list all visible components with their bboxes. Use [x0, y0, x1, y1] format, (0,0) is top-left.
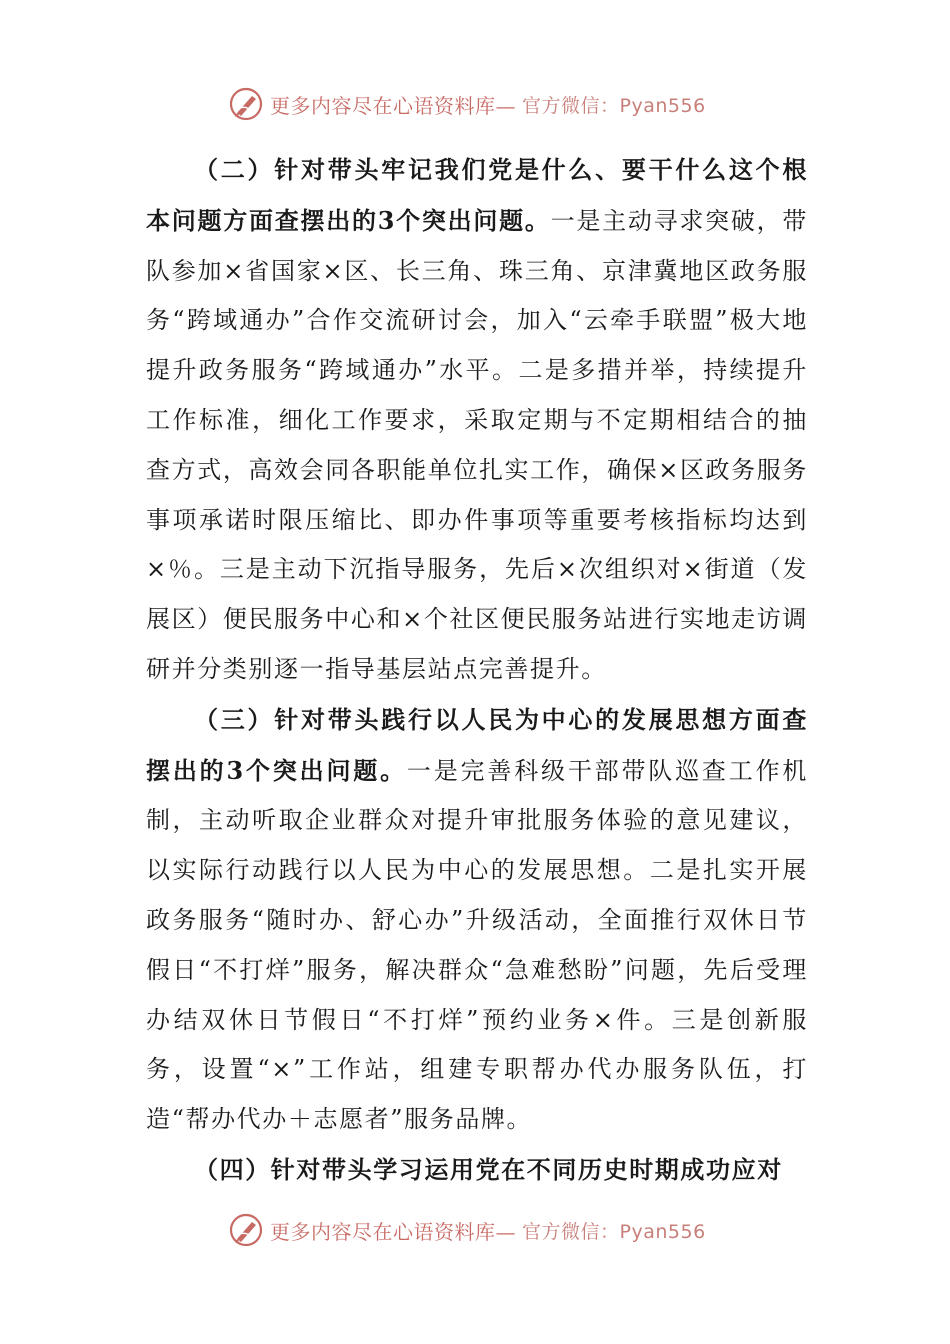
pen-logo-icon: [228, 1212, 264, 1248]
document-body: [146, 145, 808, 1196]
watermark-wechat-text: 官方微信：Pyan556: [522, 1220, 706, 1243]
watermark-main-text: 更多内容尽在心语资料库—: [270, 93, 516, 118]
watermark-footer: [228, 1208, 748, 1252]
section-body: 一是主动寻求突破，带队参加×省国家×区、长三角、珠三角、京津冀地区政务服务“跨域通办”合作交流研讨会，加入“云牵手联盟”极大地提升政务服务“跨域通办”水平。二是多措并举，持续提升工作标准，细化工作要求，采取定期与不定期相结合的抽查方式，高效会同各职能单位扎实工作，确保×区政务服务事项承诺时限压缩比、即办件事项等重要考核指标均达到×％。三是主动下沉指导服务，先后×次组织对×街道（发展区）便民服务中心和×个社区便民服务站进行实地走访调研并分类别逐一指导基层站点完善提升。: [146, 206, 808, 683]
section-body: 一是完善科级干部带队巡查工作机制，主动听取企业群众对提升审批服务体验的意见建议，以实际行动践行以人民为中心的发展思想。二是扎实开展政务服务“随时办、舒心办”升级活动，全面推行双休日节假日“不打烊”服务，解决群众“急难愁盼”问题，先后受理办结双休日节假日“不打烊”预约业务×件。三是创新服务，设置“×”工作站，组建专职帮办代办服务队伍，打造“帮办代办＋志愿者”服务品牌。: [146, 756, 808, 1134]
paragraph-section-3: [146, 695, 808, 1145]
pen-logo-icon: [228, 86, 264, 122]
watermark-main-text: 更多内容尽在心语资料库—: [270, 1219, 516, 1244]
section-heading: （二）针对带头牢记我们党是什么、要干什么这个根本问题方面查摆出的3个突出问题。: [146, 155, 808, 235]
paragraph-section-4: [146, 1145, 808, 1196]
watermark-wechat-text: 官方微信：Pyan556: [522, 94, 706, 117]
paragraph-section-2: [146, 145, 808, 695]
section-heading: （四）针对带头学习运用党在不同历史时期成功应对: [194, 1154, 783, 1184]
section-heading: （三）针对带头践行以人民为中心的发展思想方面查摆出的3个突出问题。: [146, 704, 808, 785]
watermark-header: [228, 82, 748, 126]
